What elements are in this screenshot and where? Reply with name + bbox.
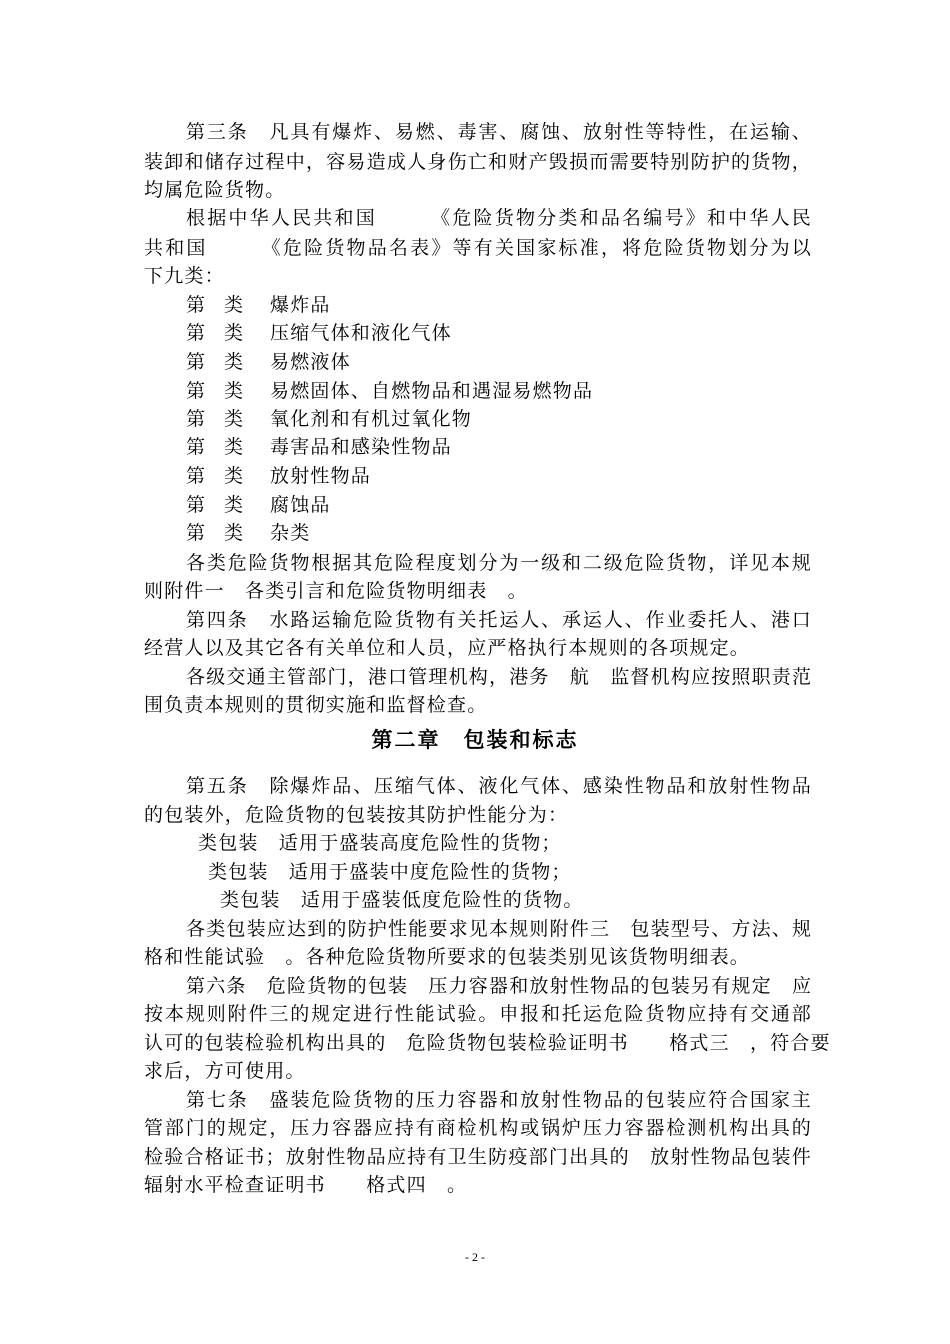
paragraph-line: 第三条 凡具有爆炸、易燃、毒害、腐蚀、放射性等特性，在运输、 (186, 121, 812, 143)
paragraph-line: 第六条 危险货物的包装 压力容器和放射性物品的包装另有规定 应 (186, 975, 813, 997)
paragraph-line: 各级交通主管部门，港口管理机构，港务 航 监督机构应按照职责范 (186, 666, 813, 688)
paragraph-line: 第七条 盛装危险货物的压力容器和放射性物品的包装应符合国家主 (186, 1089, 812, 1111)
paragraph-line: 均属危险货物。 (144, 179, 286, 201)
packaging-class-line: 类包装 适用于盛装低度危险性的货物。 (220, 889, 584, 911)
paragraph-line: 各类包装应达到的防护性能要求见本规则附件三 包装型号、方法、规 (186, 918, 813, 940)
class-list-item: 第 类 易燃液体 (186, 351, 351, 373)
paragraph-line: 认可的包装检验机构出具的 危险货物包装检验证明书 格式三 ，符合要 (144, 1032, 831, 1054)
paragraph-line: 检验合格证书；放射性物品应持有卫生防疫部门出具的 放射性物品包装件 (144, 1146, 812, 1168)
paragraph-line: 第五条 除爆炸品、压缩气体、液化气体、感染性物品和放射性物品 (186, 775, 812, 797)
paragraph-line: 经营人以及其它各有关单位和人员，应严格执行本规则的各项规定。 (144, 637, 751, 659)
chapter-heading: 第二章 包装和标志 (371, 728, 579, 752)
paragraph-line: 按本规则附件三的规定进行性能试验。申报和托运危险货物应持有交通部 (144, 1003, 812, 1025)
packaging-class-line: 类包装 适用于盛装中度危险性的货物； (208, 861, 572, 883)
page-number: - 2 - (465, 1250, 485, 1264)
paragraph-line: 共和国 《危险货物品名表》等有关国家标准，将危险货物划分为以 (144, 237, 812, 259)
paragraph-line: 围负责本规则的贯彻实施和监督检查。 (144, 694, 488, 716)
class-list-item: 第 类 压缩气体和液化气体 (186, 322, 452, 344)
class-list-item: 第 类 爆炸品 (186, 294, 331, 316)
packaging-class-line: 类包装 适用于盛装高度危险性的货物； (198, 832, 562, 854)
paragraph-line: 根据中华人民共和国 《危险货物分类和品名编号》和中华人民 (186, 207, 812, 229)
paragraph-line: 辐射水平检查证明书 格式四 。 (144, 1174, 468, 1196)
class-list-item: 第 类 氧化剂和有机过氧化物 (186, 408, 473, 430)
paragraph-line: 格和性能试验 。各种危险货物所要求的包装类别见该货物明细表。 (144, 946, 751, 968)
class-list-item: 第 类 腐蚀品 (186, 494, 331, 516)
class-list-item: 第 类 杂类 (186, 522, 311, 544)
paragraph-line: 下九类： (144, 265, 225, 287)
paragraph-line: 的包装外，危险货物的包装按其防护性能分为： (144, 804, 569, 826)
class-list-item: 第 类 毒害品和感染性物品 (186, 436, 452, 458)
paragraph-line: 管部门的规定，压力容器应持有商检机构或锅炉压力容器检测机构出具的 (144, 1117, 812, 1139)
paragraph-line: 各类危险货物根据其危险程度划分为一级和二级危险货物，详见本规 (186, 552, 812, 574)
paragraph-line: 则附件一 各类引言和危险货物明细表 。 (144, 580, 528, 602)
paragraph-line: 装卸和储存过程中，容易造成人身伤亡和财产毁损而需要特别防护的货物， (144, 151, 812, 173)
class-list-item: 第 类 易燃固体、自燃物品和遇湿易燃物品 (186, 380, 594, 402)
class-list-item: 第 类 放射性物品 (186, 465, 372, 487)
paragraph-line: 第四条 水路运输危险货物有关托运人、承运人、作业委托人、港口 (186, 609, 812, 631)
paragraph-line: 求后，方可使用。 (144, 1060, 306, 1082)
